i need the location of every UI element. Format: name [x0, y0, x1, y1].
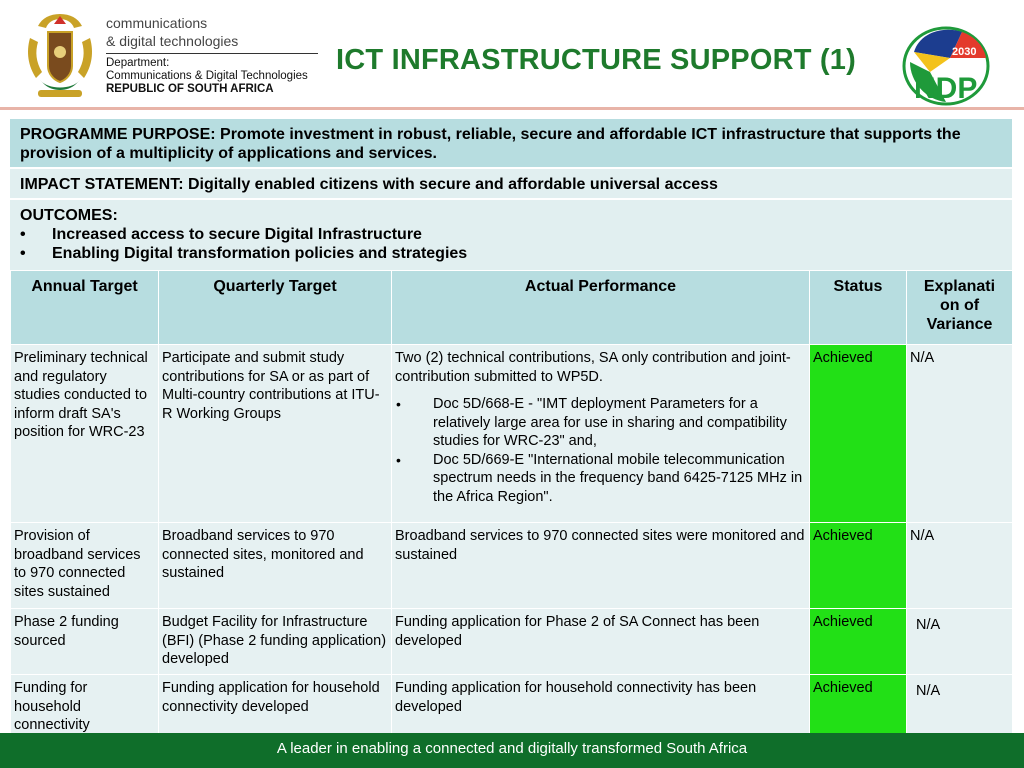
footer-tagline: A leader in enabling a connected and digitally transformed South Africa — [0, 733, 1024, 768]
svg-text:2030: 2030 — [952, 46, 977, 58]
outcome-text: Increased access to secure Digital Infrastructure — [52, 226, 422, 243]
performance-table — [10, 270, 1013, 740]
actual-summary: Two (2) technical contributions, SA only contribution and joint-contribution submitted to WP5D. — [395, 350, 791, 385]
page-title: ICT INFRASTRUCTURE SUPPORT (1) — [336, 44, 856, 76]
cell-actual-performance: Broadband services to 970 connected sites were monitored and sustained — [392, 523, 810, 609]
cell-annual-target: Phase 2 funding sourced — [11, 609, 159, 675]
header-divider — [0, 107, 1024, 110]
bullet-icon: • — [20, 226, 26, 243]
cell-variance: N/A — [907, 345, 1013, 523]
cell-quarterly-target: Budget Facility for Infrastructure (BFI) (Phase 2 funding application) developed — [159, 609, 392, 675]
programme-purpose: PROGRAMME PURPOSE: Promote investment in robust, reliable, secure and affordable ICT infrastructure that supports the provision of a multiplicity of applications and services. — [10, 119, 1012, 169]
cell-annual-target: Provision of broadband services to 970 connected sites sustained — [11, 523, 159, 609]
col-header-variance: Explanati on of Variance — [907, 271, 1013, 345]
cell-actual-performance: Funding application for Phase 2 of SA Connect has been developed — [392, 609, 810, 675]
table-header-row — [11, 271, 1013, 345]
cell-quarterly-target: Participate and submit study contributions for SA or as part of Multi-country contributions at ITU-R Working Groups — [159, 345, 392, 523]
slide-header — [0, 0, 1024, 112]
dept-title-line1: communications — [106, 15, 208, 31]
ndp-2030-logo-icon — [900, 22, 992, 106]
svg-text:NDP: NDP — [914, 72, 978, 105]
outcome-item — [20, 244, 1002, 263]
impact-statement: IMPACT STATEMENT: Digitally enabled citizens with secure and affordable universal access — [10, 169, 1012, 200]
dept-divider — [106, 53, 318, 54]
table-row — [11, 675, 1013, 740]
actual-bullets — [395, 395, 806, 506]
cell-annual-target: Preliminary technical and regulatory studies conducted to inform draft SA's position for WRC-23 — [11, 345, 159, 523]
outcomes-heading: OUTCOMES: — [20, 207, 118, 224]
outcome-item — [20, 225, 1002, 244]
cell-annual-target: Funding for household connectivity — [11, 675, 159, 740]
cell-quarterly-target: Funding application for household connectivity developed — [159, 675, 392, 740]
col-header-annual-target: Annual Target — [11, 271, 159, 345]
col-header-actual-performance: Actual Performance — [392, 271, 810, 345]
cell-variance: N/A — [907, 675, 1013, 740]
actual-bullet-item — [395, 395, 806, 451]
cell-actual-performance: Funding application for household connectivity has been developed — [392, 675, 810, 740]
coat-of-arms-icon — [20, 8, 100, 104]
bullet-icon: • — [396, 396, 401, 412]
actual-bullet-text: Doc 5D/669-E "International mobile telecommunication spectrum needs in the frequency band 6425-7125 MHz in the Africa Region". — [433, 451, 803, 505]
col-header-status: Status — [810, 271, 907, 345]
cell-variance: N/A — [907, 523, 1013, 609]
bullet-icon: • — [396, 451, 401, 468]
dept-name: Communications & Digital Technologies — [106, 70, 308, 82]
cell-variance: N/A — [907, 609, 1013, 675]
table-row — [11, 345, 1013, 523]
bullet-icon: • — [20, 245, 26, 262]
dept-label: Department: — [106, 57, 170, 69]
cell-actual-performance — [392, 345, 810, 523]
department-block — [106, 14, 321, 96]
cell-quarterly-target: Broadband services to 970 connected sites, monitored and sustained — [159, 523, 392, 609]
actual-bullet-text: Doc 5D/668-E - "IMT deployment Parameters for a relatively large area for use in sharing and compatibility studies for WRC-23" and, — [433, 396, 787, 449]
cell-status: Achieved — [810, 523, 907, 609]
dept-title-line2: & digital technologies — [106, 33, 239, 49]
cell-status: Achieved — [810, 675, 907, 740]
country-name: REPUBLIC OF SOUTH AFRICA — [106, 83, 274, 95]
table-row — [11, 523, 1013, 609]
outcome-text: Enabling Digital transformation policies and strategies — [52, 245, 468, 262]
actual-bullet-item — [395, 451, 806, 507]
col-header-quarterly-target: Quarterly Target — [159, 271, 392, 345]
cell-status: Achieved — [810, 609, 907, 675]
outcomes-block — [10, 200, 1012, 270]
performance-section — [10, 119, 1012, 740]
cell-status: Achieved — [810, 345, 907, 523]
table-row — [11, 609, 1013, 675]
